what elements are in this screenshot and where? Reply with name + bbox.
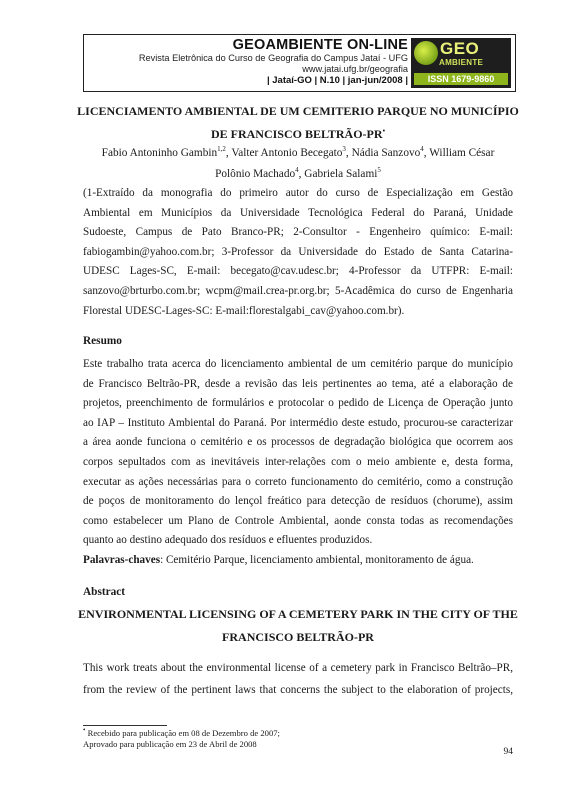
author-affiliation-mark: 3: [342, 145, 346, 154]
abstract-body: [83, 657, 513, 701]
abstract-heading: Abstract: [83, 586, 126, 598]
affiliation-line: UDESC Lages-SC, E-mail: becegato@cav.udesc.br; 4-Professor da UTFPR: E-mail:: [83, 265, 513, 278]
globe-icon: [414, 41, 438, 65]
keywords: [83, 551, 513, 571]
author-name: Gabriela Salami: [304, 168, 378, 180]
authors-line-2: Polônio Machado$^4$, Gabriela Salami$^5$: [215, 166, 381, 180]
title-line-2: DE FRANCISCO BELTRÃO-PR•: [210, 127, 386, 141]
footnote-received-text: Recebido para publicação em 08 de Dezembro de 2007;: [85, 728, 280, 738]
affiliation-line: sanzovo@brturbo.com.br; wcpm@mail.crea-pr.org.br; 5-Acadêmica do curso de Engenharia: [83, 284, 513, 297]
keywords-text: : Cemitério Parque, licenciamento ambiental, monitoramento de água.: [160, 554, 474, 566]
resumo-line: a área aonde funciona o cemitério e os processos de degradação biológica que ocorrem aos: [83, 436, 513, 449]
affiliation-line: Sudoeste, Campus de Pato Branco-PR; 2-Consultor - Engenheiro químico: E-mail:: [83, 226, 513, 239]
journal-header: [83, 34, 516, 92]
resumo-line: executar as ações necessárias para o correto funcionamento do cemitério, como a construção: [83, 475, 513, 488]
affiliation-line: Ambiental em Municípios da Universidade Tecnológica Federal do Paraná, Unidade: [83, 206, 513, 219]
en-title-line-1: ENVIRONMENTAL LICENSING OF A CEMETERY PARK IN THE CITY OF THE: [78, 607, 518, 621]
author-name: Nádia Sanzovo: [351, 147, 421, 159]
author-name: Fabio Antoninho Gambin: [101, 147, 218, 159]
journal-url: www.jatai.ufg.br/geografia: [302, 64, 408, 74]
resumo-line: de poços de monitoramento do lençol freático para detecção de resíduos (chorume), assim: [83, 495, 513, 508]
logo-geo-text: GEO: [440, 39, 480, 58]
issn-label: ISSN 1679-9860: [414, 73, 508, 85]
footnote-divider: [83, 725, 167, 726]
header-text: [84, 37, 408, 87]
resumo-heading: Resumo: [83, 335, 122, 347]
author-affiliation-mark: 1,2: [217, 145, 226, 154]
keywords-label: Palavras-chaves: [83, 554, 161, 566]
title-footnote-mark: •: [382, 127, 386, 135]
author-affiliation-mark: 4: [295, 166, 299, 175]
article-title: [70, 100, 526, 146]
logo-ambiente-text: AMBIENTE: [439, 58, 484, 67]
title-line-1: LICENCIAMENTO AMBIENTAL DE UM CEMITERIO PARQUE NO MUNICÍPIO: [77, 104, 519, 118]
journal-issue: | Jataí-GO | N.10 | jan-jun/2008 |: [266, 75, 408, 86]
author-name: Valter Antonio Becegato: [231, 147, 343, 159]
journal-subtitle: Revista Eletrônica do Curso de Geografia do Campus Jataí - UFG: [138, 53, 408, 63]
resumo-line: Este trabalho trata acerca do licenciamento ambiental de um cemitério parque do município: [83, 358, 513, 370]
affiliation-line: Florestal UDESC-Lages-SC: E-mail:florestalgabi_cav@yahoo.com.br).: [83, 304, 405, 317]
geoambiente-logo: [411, 38, 511, 88]
page-number: 94: [503, 747, 513, 757]
resumo-line: quanto ao destino adequado dos resíduos e efluentes produzidos.: [83, 534, 373, 547]
authors-line-1: Fabio Antoninho Gambin$^{1,2}$, Valter Antonio Becegato$^3$, Nádia Sanzovo$^4$, William César: [101, 145, 495, 159]
affiliation-line: (1-Extraído da monografia do primeiro autor do curso de Especialização em Gestão: [83, 187, 513, 199]
author-name: William César: [429, 147, 495, 159]
abstract-line: from the review of the pertinent laws that concerns the subject to the elaboration of projects,: [83, 684, 513, 696]
author-affiliation-mark: 5: [377, 166, 381, 175]
authors: [70, 143, 526, 185]
resumo-line: ao IAP – Instituto Ambiental do Paraná. Por intermédio deste estudo, procurou-se caracterizar: [83, 416, 513, 429]
footnote-approved: Aprovado para publicação em 23 de Abril de 2008: [83, 739, 257, 749]
journal-title: GEOAMBIENTE ON-LINE: [232, 37, 408, 53]
resumo-line: corpos sepultados com as inevitáveis inter-relações com o meio ambiente e, desta forma,: [83, 455, 513, 468]
author-name: Polônio Machado: [215, 168, 296, 180]
resumo-line: como estabelecer um Plano de Controle Ambiental, aonde consta todas as recomendações: [83, 514, 513, 527]
resumo-line: projetos, preenchimento de formulários e protocolar o pedido de Licença de Operação junto: [83, 397, 513, 410]
abstract-line: This work treats about the environmental license of a cemetery park in Francisco Beltrão–PR,: [83, 662, 513, 674]
resumo-line: de Francisco Beltrão-PR, desde a revisão das leis pertinentes ao tema, até a elaboração de: [83, 377, 513, 390]
author-affiliation-mark: 4: [420, 145, 424, 154]
en-title-line-2: FRANCISCO BELTRÃO-PR: [222, 630, 374, 644]
affiliation-line: fabiogambin@yahoo.com.br; 3-Professor da Universidade do Estado de Santa Catarina-: [83, 245, 513, 258]
resumo-body: [83, 355, 513, 551]
affiliations: [83, 184, 513, 321]
english-title: [70, 603, 526, 649]
footnote-mark: •: [83, 726, 86, 735]
